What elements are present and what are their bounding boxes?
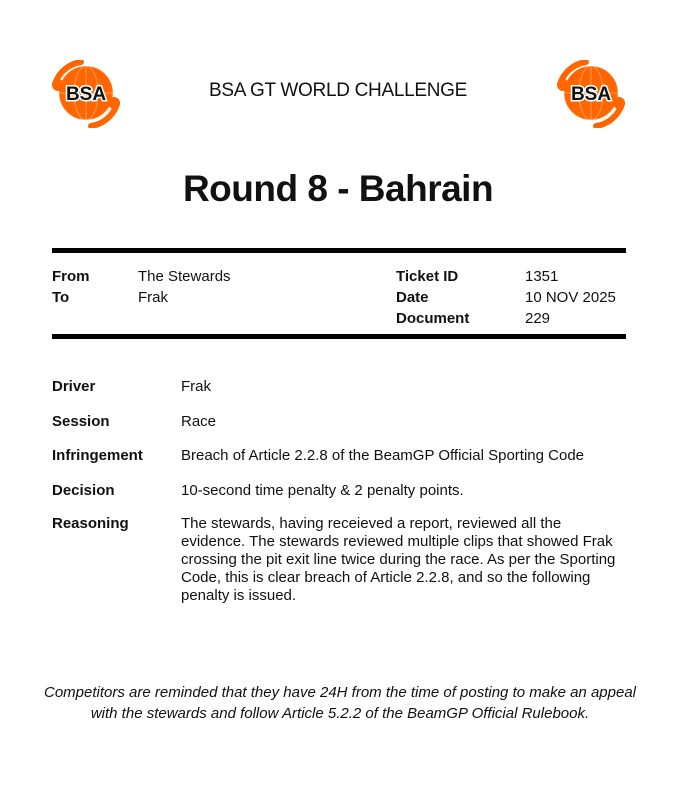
session-row [52, 413, 628, 431]
date-row [396, 287, 616, 308]
ticket-row [396, 266, 616, 287]
ticket-label: Ticket ID [396, 268, 459, 285]
session-value: Race [181, 413, 217, 430]
svg-text:BSA: BSA [570, 84, 612, 105]
to-value: Frak [138, 289, 168, 306]
session-label: Session [52, 413, 110, 430]
globe-logo-icon [556, 60, 626, 128]
date-label: Date [396, 289, 429, 306]
svg-text:BSA: BSA [65, 84, 107, 105]
document-value: 229 [525, 310, 551, 327]
date-value: 10 NOV 2025 [525, 289, 616, 306]
driver-row [52, 378, 628, 396]
ticket-value: 1351 [525, 268, 559, 285]
infringement-label: Infringement [52, 447, 143, 464]
infringement-value: Breach of Article 2.2.8 of the BeamGP Official Sporting Code [181, 447, 585, 464]
appeal-notice: Competitors are reminded that they have 24H from the time of posting to make an appeal with the stewards and follow Article 5.2.2 of the BeamGP Official Rulebook. [44, 684, 636, 722]
decision-value: 10-second time penalty & 2 penalty points. [181, 482, 464, 499]
decision-label: Decision [52, 482, 115, 499]
from-label: From [52, 268, 90, 285]
driver-value: Frak [181, 378, 211, 395]
reasoning-row [52, 515, 628, 605]
reasoning-value: The stewards, having receieved a report, reviewed all the evidence. The stewards reviewed multiple clips that showed Frak crossing the pit exit line twice during the race. As per the Sporting Code, this is clear breach of Article 2.2.8, and so the following penalty is issued. [181, 515, 616, 604]
from-value: The Stewards [138, 268, 231, 285]
document-label: Document [396, 310, 470, 327]
driver-label: Driver [52, 378, 96, 395]
from-row [52, 266, 231, 287]
document-info-block [396, 266, 616, 329]
bsa-logo-right [556, 60, 626, 128]
to-row [52, 287, 231, 308]
divider-top [52, 248, 626, 253]
infringement-row [52, 447, 628, 465]
sender-recipient-block [52, 266, 231, 308]
page-title: Round 8 - Bahrain [182, 168, 494, 209]
reasoning-label: Reasoning [52, 515, 129, 532]
divider-bottom [52, 334, 626, 339]
document-row [396, 308, 616, 329]
organization-name: BSA GT WORLD CHALLENGE [208, 80, 468, 101]
to-label: To [52, 289, 70, 306]
decision-row [52, 482, 628, 500]
